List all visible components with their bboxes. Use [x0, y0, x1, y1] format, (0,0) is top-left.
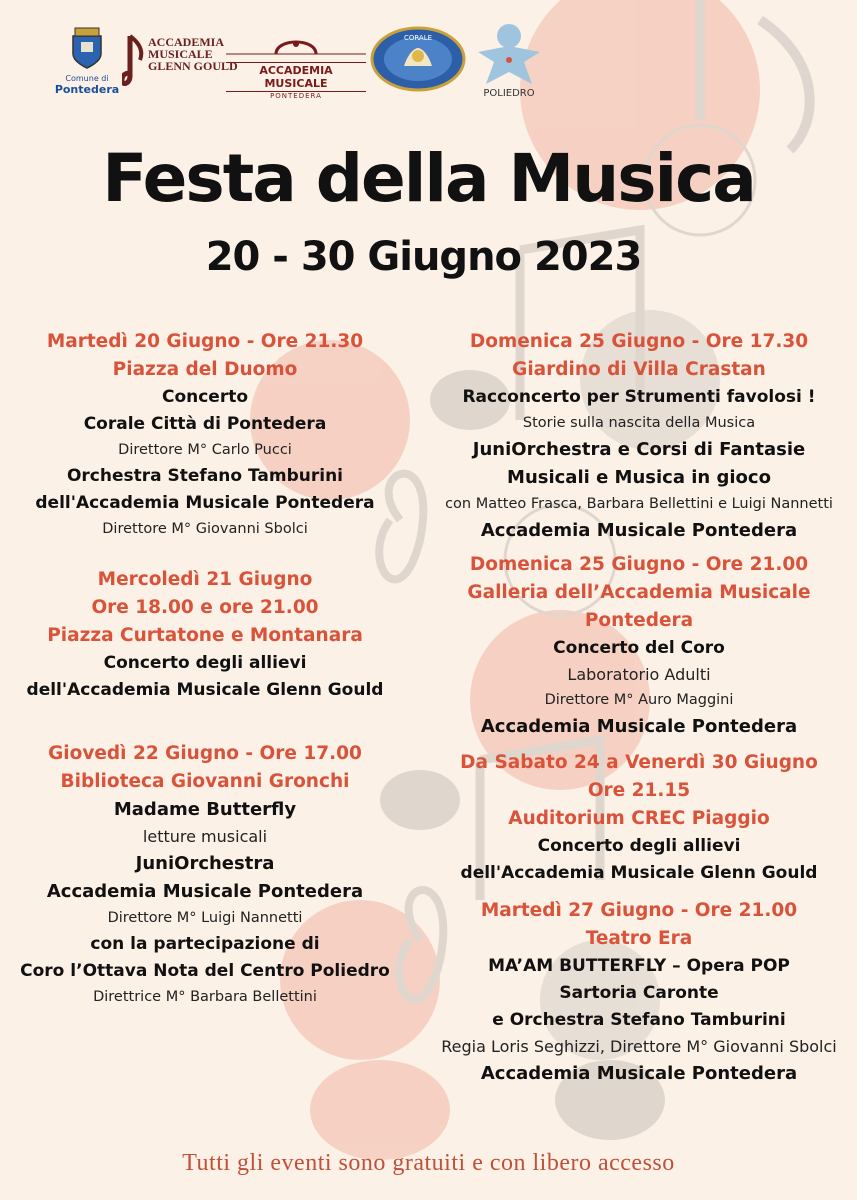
logo-glenn-gould [122, 32, 238, 92]
event-line: Direttore M° Carlo Pucci [118, 442, 292, 458]
event-line: Teatro Era [585, 928, 693, 949]
event-line: Concerto del Coro [553, 638, 725, 658]
event-line: Direttore M° Giovanni Sbolci [102, 521, 308, 537]
event-line: Pontedera [584, 610, 694, 631]
event-line: Laboratorio Adulti [567, 665, 711, 684]
arch-icon [226, 32, 366, 56]
event-line: Martedì 20 Giugno - Ore 21.30 [46, 331, 364, 352]
gg-line-2: MUSICALE [148, 47, 213, 61]
event-line: MA’AM BUTTERFLY – Opera POP [488, 956, 790, 976]
event-line: Regia Loris Seghizzi, Direttore M° Giovanni Sbolci [441, 1037, 837, 1056]
event-line: Giardino di Villa Crastan [512, 359, 766, 380]
event-line: Madame Butterfly [113, 799, 297, 820]
logo-poliedro [472, 22, 546, 99]
event-line: Coro l’Ottava Nota del Centro Poliedro [20, 961, 390, 981]
logo-corale-citta-pontedera [370, 26, 466, 96]
event-block [426, 749, 852, 887]
event-line: e Orchestra Stefano Tamburini [492, 1010, 786, 1030]
event-line: JuniOrchestra e Corsi di Fantasie [472, 439, 806, 460]
event-line: letture musicali [142, 827, 268, 846]
event-line: Domenica 25 Giugno - Ore 17.30 [469, 331, 809, 352]
event-block [426, 897, 852, 1088]
right-column-events [426, 328, 852, 1088]
event-line: Accademia Musicale Pontedera [46, 881, 364, 902]
event-line: Accademia Musicale Pontedera [480, 1063, 798, 1084]
gg-line-1: ACCADEMIA [148, 35, 224, 49]
event-line: JuniOrchestra [135, 853, 275, 874]
event-line: dell'Accademia Musicale Glenn Gould [460, 863, 818, 883]
event-line: Racconcerto per Strumenti favolosi ! [462, 387, 816, 407]
event-line: Martedì 27 Giugno - Ore 21.00 [480, 900, 798, 921]
event-line: Domenica 25 Giugno - Ore 21.00 [469, 554, 809, 575]
event-line: Ore 21.15 [587, 780, 691, 801]
event-line: Direttore M° Auro Maggini [544, 692, 734, 708]
event-line: Orchestra Stefano Tamburini [66, 466, 344, 486]
corale-seal-icon [370, 26, 466, 92]
poliedro-label: POLIEDRO [483, 88, 535, 99]
event-block [0, 566, 410, 704]
event-line: Accademia Musicale Pontedera [480, 716, 798, 737]
person-figure-icon [472, 22, 546, 86]
logo-pontedera-small: Comune di [65, 74, 109, 83]
event-block [426, 328, 852, 545]
event-line: dell'Accademia Musicale Pontedera [35, 493, 375, 513]
event-block [0, 740, 410, 1010]
amp-sub: PONTEDERA [270, 92, 322, 100]
logo-pontedera-big: Pontedera [54, 83, 120, 96]
event-line: Accademia Musicale Pontedera [480, 520, 798, 541]
event-line: dell'Accademia Musicale Glenn Gould [26, 680, 384, 700]
event-line: Biblioteca Giovanni Gronchi [60, 771, 350, 792]
svg-text:CORALE: CORALE [403, 34, 433, 42]
event-line: Piazza del Duomo [112, 359, 298, 380]
event-line: Ore 18.00 e ore 21.00 [91, 597, 319, 618]
logo-accademia-musicale-pontedera [226, 32, 366, 100]
event-line: Da Sabato 24 a Venerdì 30 Giugno [460, 752, 818, 773]
gg-line-3: GLENN GOULD [148, 59, 238, 73]
event-line: Concerto degli allievi [537, 836, 741, 856]
sponsor-logos [0, 22, 857, 102]
event-block [426, 551, 852, 741]
page-title: Festa della Musica [102, 140, 755, 217]
event-line: Concerto [161, 387, 249, 407]
coat-of-arms-icon [69, 26, 105, 70]
event-line: con Matteo Frasca, Barbara Bellettini e Luigi Nannetti [445, 496, 833, 512]
page-subtitle: 20 - 30 Giugno 2023 [205, 234, 642, 280]
event-line: Direttore M° Luigi Nannetti [107, 910, 303, 926]
music-note-icon [122, 32, 146, 88]
left-column-events [0, 328, 410, 1010]
event-line: Corale Città di Pontedera [83, 414, 327, 434]
logo-comune-pontedera [52, 26, 122, 96]
event-block [0, 328, 410, 542]
footer-note: Tutti gli eventi sono gratuiti e con libero accesso [182, 1150, 675, 1176]
event-line: Auditorium CREC Piaggio [508, 808, 770, 829]
event-line: Giovedì 22 Giugno - Ore 17.00 [48, 743, 362, 764]
event-line: Sartoria Caronte [559, 983, 719, 1003]
event-line: Musicali e Musica in gioco [507, 467, 771, 488]
amp-name: ACCADEMIA MUSICALE [226, 62, 366, 92]
event-line: Piazza Curtatone e Montanara [47, 625, 363, 646]
event-line: Mercoledì 21 Giugno [97, 569, 313, 590]
event-line: con la partecipazione di [90, 934, 320, 954]
event-line: Galleria dell’Accademia Musicale [467, 582, 811, 603]
event-line: Direttrice M° Barbara Bellettini [93, 989, 317, 1005]
event-line: Concerto degli allievi [103, 653, 307, 673]
event-line: Storie sulla nascita della Musica [522, 415, 756, 431]
